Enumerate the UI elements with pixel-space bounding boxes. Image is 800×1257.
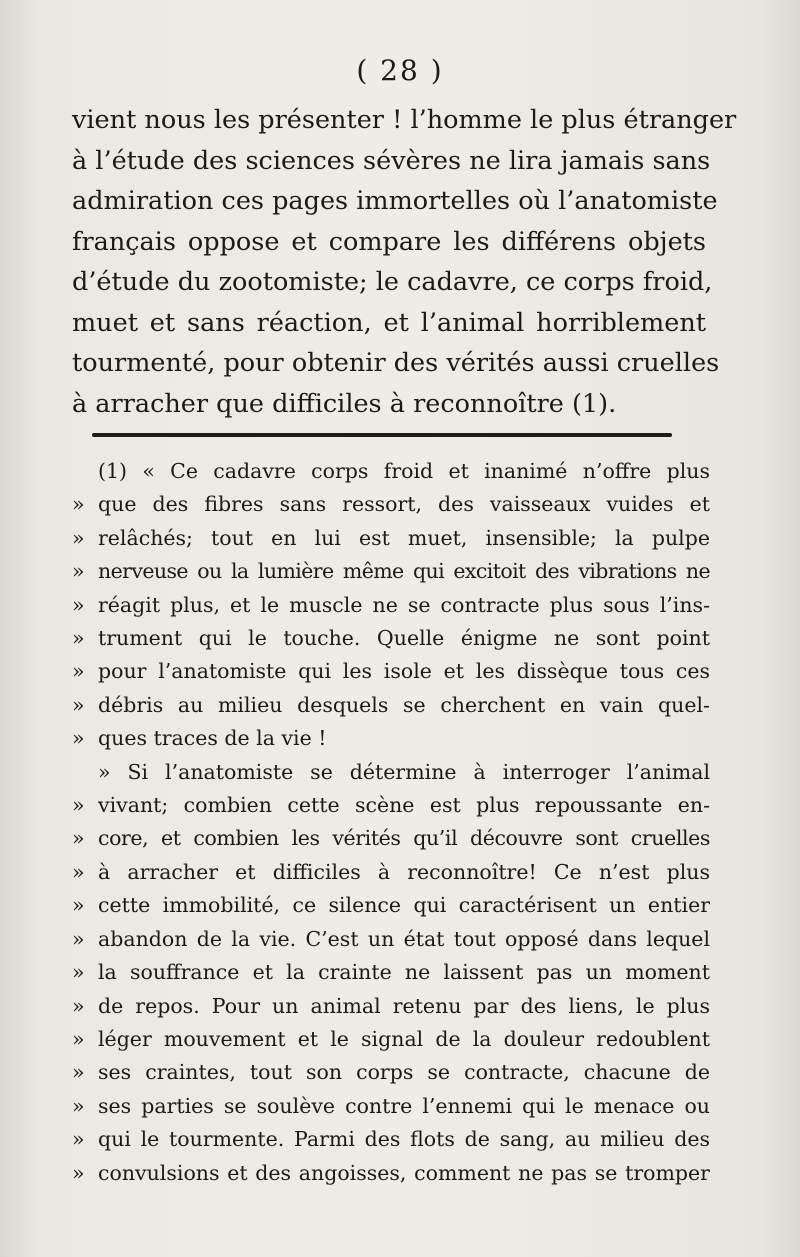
footnote-line-text: la souffrance et la crainte ne laissent pas un moment xyxy=(98,960,710,985)
footnote-line-text: vivant; combien cette scène est plus repoussante en- xyxy=(98,793,710,818)
footnote-line xyxy=(72,488,710,521)
footnote-line xyxy=(72,1123,710,1156)
text-line: à l’étude des sciences sévères ne lira jamais sans xyxy=(72,145,711,176)
footnote-line-text: de repos. Pour un animal retenu par des liens, le plus xyxy=(98,993,710,1018)
quote-mark: » xyxy=(72,1060,85,1085)
footnote-line-text: ses parties se soulève contre l’ennemi qui le menace ou xyxy=(98,1093,710,1118)
footnote-line xyxy=(72,889,710,922)
quote-mark: » xyxy=(72,859,85,884)
footnote-line xyxy=(72,1157,710,1190)
quote-mark: » xyxy=(72,826,85,851)
text-line: à arracher que difficiles à reconnoître (1). xyxy=(72,388,617,419)
quote-mark: » xyxy=(72,525,85,550)
footnote-line xyxy=(72,589,710,622)
footnote-line xyxy=(72,689,710,722)
quote-mark: » xyxy=(72,1093,85,1118)
quote-mark: » xyxy=(72,1026,85,1051)
footnote-line xyxy=(72,789,710,822)
quote-mark: » xyxy=(72,559,85,584)
footnote-line xyxy=(72,1090,710,1123)
footnote-line xyxy=(72,856,710,889)
text-line: muet et sans réaction, et l’animal horriblement xyxy=(72,307,706,338)
quote-mark xyxy=(72,455,98,488)
footnote-line-text: débris au milieu desquels se cherchent en vain quel- xyxy=(98,692,710,717)
footnote-line xyxy=(72,1056,710,1089)
footnote-line-text: convulsions et des angoisses, comment ne pas se tromper xyxy=(98,1160,710,1185)
footnote-line-text: ques traces de la vie ! xyxy=(98,726,327,751)
text-line: admiration ces pages immortelles où l’anatomiste xyxy=(72,186,718,216)
quote-mark: » xyxy=(72,960,85,985)
quote-mark xyxy=(72,756,98,789)
quote-mark: » xyxy=(72,1160,85,1185)
footnote-line-text: à arracher et difficiles à reconnoître! Ce n’est plus xyxy=(98,859,710,884)
footnote-line xyxy=(72,722,710,755)
text-line: d’étude du zootomiste; le cadavre, ce corps froid, xyxy=(72,267,713,297)
footnote-line-text: (1) « Ce cadavre corps froid et inanimé n’offre plus xyxy=(98,459,710,483)
footnote-line-text: léger mouvement et le signal de la douleur redoublent xyxy=(98,1026,710,1051)
footnote-line xyxy=(72,1023,710,1056)
footnote-line xyxy=(72,455,710,488)
quote-mark: » xyxy=(72,926,85,951)
quote-mark: » xyxy=(72,492,85,517)
footnote-line xyxy=(72,655,710,688)
quote-mark: » xyxy=(72,893,85,918)
footnote-separator-rule xyxy=(92,433,672,437)
main-text xyxy=(72,100,737,424)
footnote-line-text: » Si l’anatomiste se détermine à interroger l’animal xyxy=(98,759,710,784)
footnote-line-text: pour l’anatomiste qui les isole et les dissèque tous ces xyxy=(98,659,710,684)
footnote-line-text: qui le tourmente. Parmi des flots de sang, au milieu des xyxy=(98,1127,710,1152)
quote-mark: » xyxy=(72,659,85,684)
quote-mark: » xyxy=(72,592,85,617)
page-number: ( 28 ) xyxy=(356,54,444,87)
footnote-line-text: core, et combien les vérités qu’il découvre sont cruelles xyxy=(98,826,710,851)
footnote-line-text: nerveuse ou la lumière même qui excitoit des vibrations ne xyxy=(98,559,710,584)
quote-mark: » xyxy=(72,626,85,651)
footnote-line-text: abandon de la vie. C’est un état tout opposé dans lequel xyxy=(98,926,710,951)
text-line: tourmenté, pour obtenir des vérités aussi cruelles xyxy=(72,348,720,378)
quote-mark: » xyxy=(72,793,85,818)
footnote-line xyxy=(72,956,710,989)
footnote-line-text: que des fibres sans ressort, des vaisseaux vuides et xyxy=(98,492,710,517)
quote-mark: » xyxy=(72,692,85,717)
footnote-line-text: réagit plus, et le muscle ne se contracte plus sous l’ins- xyxy=(98,592,710,617)
footnote xyxy=(72,455,710,1190)
footnote-line-text: trument qui le touche. Quelle énigme ne sont point xyxy=(98,626,710,651)
quote-mark: » xyxy=(72,1127,85,1152)
footnote-line-text: cette immobilité, ce silence qui caractérisent un entier xyxy=(98,893,710,918)
footnote-line xyxy=(72,923,710,956)
footnote-line xyxy=(72,822,710,855)
footnote-line xyxy=(72,522,710,555)
quote-mark: » xyxy=(72,993,85,1018)
text-line: vient nous les présenter ! l’homme le plus étranger xyxy=(72,105,737,135)
footnote-line-text: ses craintes, tout son corps se contracte, chacune de xyxy=(98,1060,710,1085)
quote-mark: » xyxy=(72,726,85,751)
text-line: français oppose et compare les différens objets xyxy=(72,226,706,257)
footnote-line xyxy=(72,990,710,1023)
footnote-line xyxy=(72,555,710,588)
footnote-line-text: relâchés; tout en lui est muet, insensible; la pulpe xyxy=(98,525,710,550)
footnote-line xyxy=(72,622,710,655)
footnote-line xyxy=(72,756,710,789)
